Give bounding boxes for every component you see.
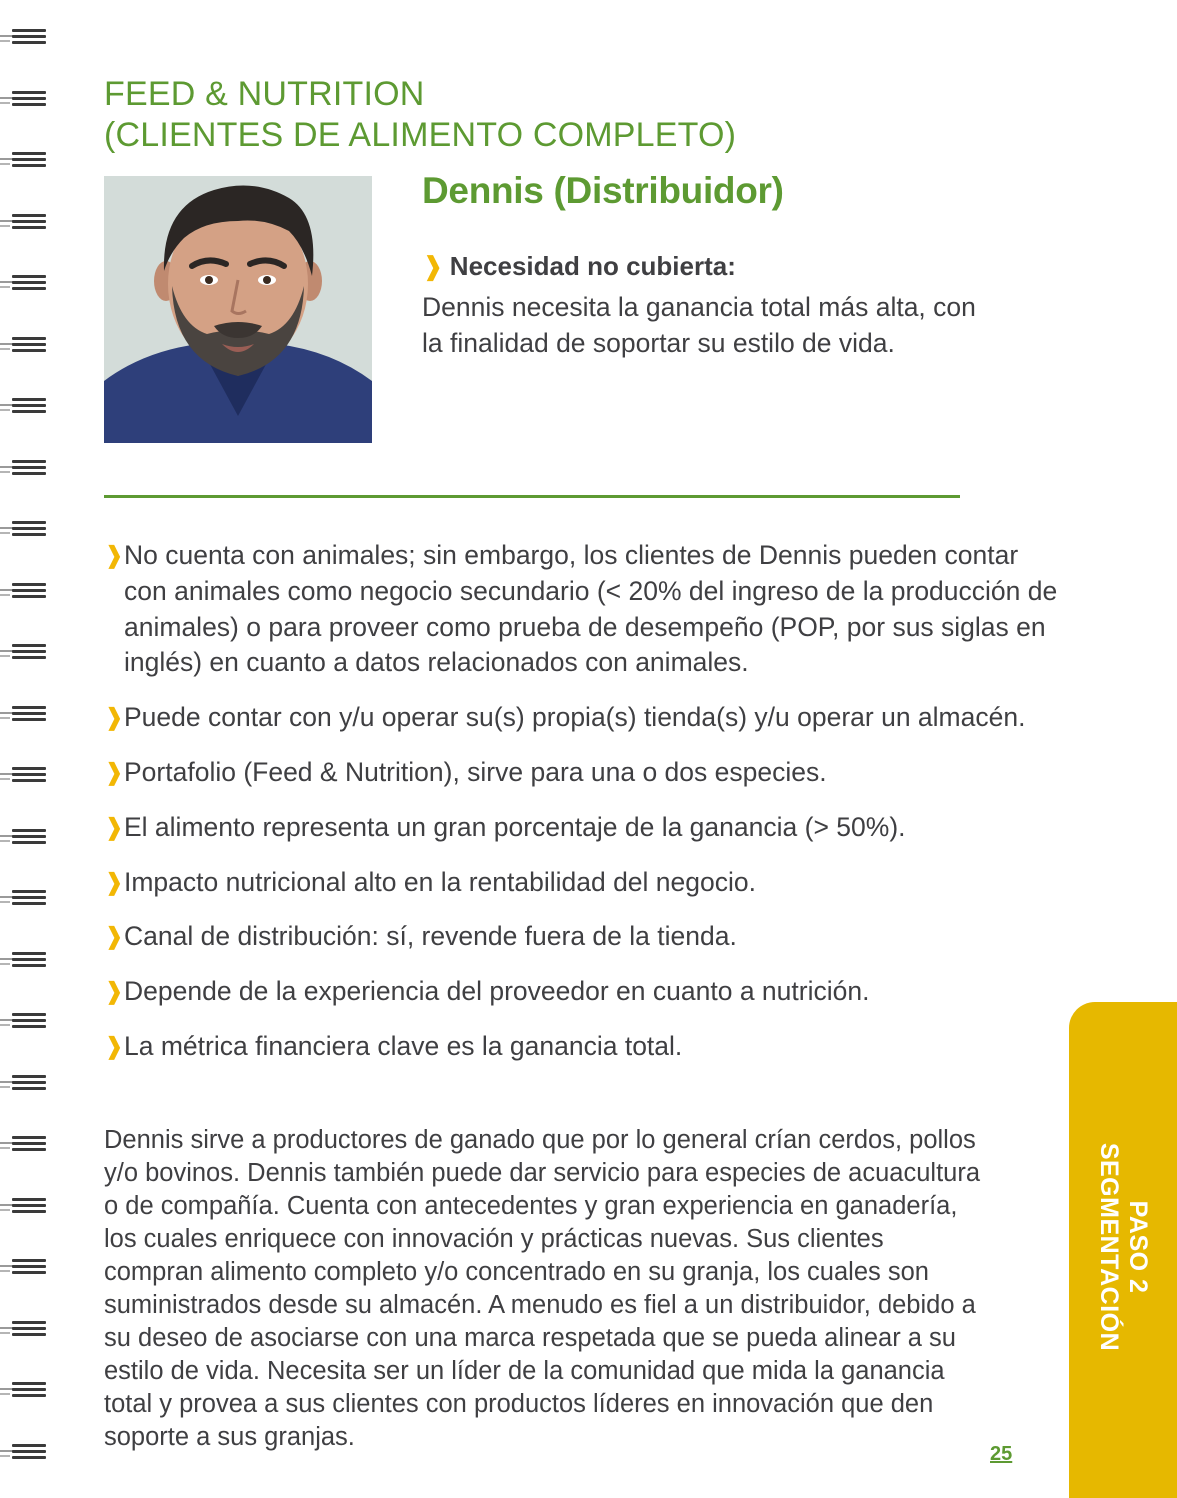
unmet-need-label-text: Necesidad no cubierta:: [449, 251, 736, 281]
binding-ring: [0, 272, 48, 294]
section-heading: [104, 74, 736, 156]
binding-ring: [0, 1195, 48, 1217]
binding-ring: [0, 334, 48, 356]
side-tab-line-1: PASO 2: [1124, 1200, 1152, 1294]
binding-ring: [0, 211, 48, 233]
list-item: ❱ Puede contar con y/u operar su(s) propia(s) tienda(s) y/u operar un almacén.: [104, 700, 1064, 736]
binding-ring: [0, 703, 48, 725]
binding-ring: [0, 518, 48, 540]
section-divider: [104, 495, 960, 498]
binding-ring: [0, 826, 48, 848]
list-item: ❱ El alimento representa un gran porcentaje de la ganancia (> 50%).: [104, 810, 1064, 846]
binding-ring: [0, 887, 48, 909]
binding-ring: [0, 764, 48, 786]
chevron-right-icon: ❱: [104, 542, 125, 569]
list-item: ❱ Impacto nutricional alto en la rentabilidad del negocio.: [104, 865, 1064, 901]
binding-ring: [0, 26, 48, 48]
binding-ring: [0, 1010, 48, 1032]
unmet-need-text: Dennis necesita la ganancia total más alta, con la finalidad de soportar su estilo de vida.: [422, 292, 976, 358]
spiral-binding-icon: [0, 0, 50, 1498]
persona-bullet-list: [104, 538, 1064, 1084]
binding-ring: [0, 1318, 48, 1340]
side-tab-label: [1094, 1143, 1152, 1351]
binding-ring: [0, 949, 48, 971]
page-number: 25: [990, 1443, 1013, 1465]
list-item: ❱ Depende de la experiencia del proveedor en cuanto a nutrición.: [104, 974, 1064, 1010]
chevron-right-icon: ❱: [104, 1032, 125, 1060]
binding-ring: [0, 1256, 48, 1278]
persona-name: Dennis (Distribuidor): [422, 170, 784, 211]
binding-ring: [0, 88, 48, 110]
binding-ring: [0, 580, 48, 602]
list-item: ❱ Canal de distribución: sí, revende fuera de la tienda.: [104, 919, 1064, 955]
binding-ring: [0, 457, 48, 479]
section-side-tab: [1069, 1002, 1177, 1498]
list-item: ❱ Portafolio (Feed & Nutrition), sirve para una o dos especies.: [104, 755, 1064, 791]
binding-ring: [0, 641, 48, 663]
list-item: ❱ La métrica financiera clave es la ganancia total.: [104, 1029, 1064, 1065]
binding-ring: [0, 1441, 48, 1463]
chevron-right-icon: ❱: [104, 813, 125, 841]
chevron-right-icon: ❱: [104, 978, 125, 1006]
heading-line-1: FEED & NUTRITION: [104, 75, 425, 113]
list-item: ❱ No cuenta con animales; sin embargo, los clientes de Dennis pueden contar con animales como negocio secundario (< 20% del ingreso de la producción de animales) o para proveer como prueba de desempeño (POP, por sus siglas en inglés) en cuanto a datos relacionados con animales.: [104, 540, 1058, 678]
binding-ring: [0, 1072, 48, 1094]
chevron-right-icon: ❱: [422, 251, 444, 281]
binding-ring: [0, 395, 48, 417]
side-tab-line-2: SEGMENTACIÓN: [1095, 1142, 1123, 1352]
chevron-right-icon: ❱: [104, 923, 125, 951]
unmet-need-label: [422, 251, 736, 282]
persona-description: Dennis sirve a productores de ganado que por lo general crían cerdos, pollos y/o bovinos. Dennis también puede dar servicio para especies de acuacultura o de compañía. Cuenta con antecedentes y gran experiencia en ganadería, los cuales enriquece con innovación y prácticas nuevas. Sus clientes compran alimento completo y/o concentrado en su granja, los cuales son suministrados desde su almacén. A menudo es fiel a un distribuidor, debido a su deseo de asociarse con una marca respetada que se pueda alinear a su estilo de vida. Necesita ser un líder de la comunidad que mida la ganancia total y provea a sus clientes con productos líderes en innovación que den soporte a sus granjas.: [104, 1126, 981, 1451]
binding-ring: [0, 149, 48, 171]
chevron-right-icon: ❱: [104, 868, 125, 896]
chevron-right-icon: ❱: [104, 704, 125, 732]
persona-photo: [104, 176, 372, 443]
binding-ring: [0, 1133, 48, 1155]
heading-line-2: (CLIENTES DE ALIMENTO COMPLETO): [104, 116, 737, 154]
chevron-right-icon: ❱: [104, 758, 125, 786]
portrait-image: [104, 176, 372, 443]
binding-ring: [0, 1379, 48, 1401]
